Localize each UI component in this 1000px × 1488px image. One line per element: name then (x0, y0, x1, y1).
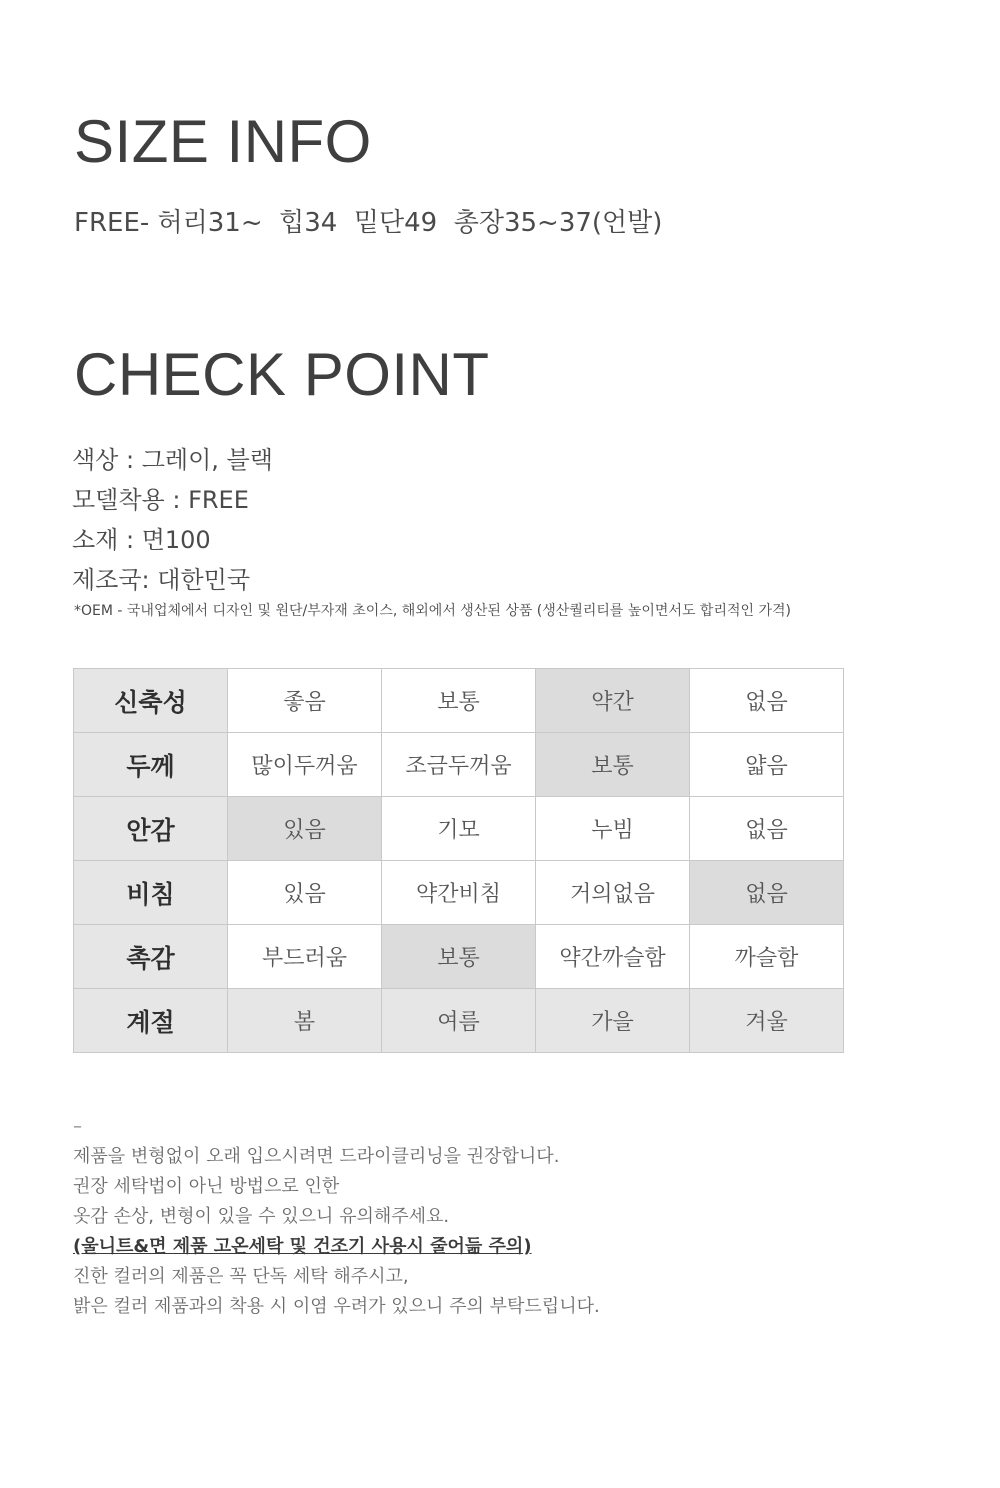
row-texture (74, 925, 844, 989)
row-season (74, 989, 844, 1053)
option-cell: 없음 (690, 669, 844, 733)
row-label: 촉감 (74, 925, 228, 989)
option-cell: 보통 (382, 925, 536, 989)
spec-model-size: 모델착용 : FREE (72, 486, 249, 514)
spec-list (72, 440, 273, 600)
row-lining (74, 797, 844, 861)
row-sheerness (74, 861, 844, 925)
option-cell: 부드러움 (228, 925, 382, 989)
option-cell: 누빔 (536, 797, 690, 861)
row-label: 계절 (74, 989, 228, 1053)
option-cell: 가을 (536, 989, 690, 1053)
care-dash: – (73, 1116, 82, 1137)
option-cell: 얇음 (690, 733, 844, 797)
option-cell: 기모 (382, 797, 536, 861)
option-cell: 있음 (228, 861, 382, 925)
option-cell: 약간비침 (382, 861, 536, 925)
row-label: 안감 (74, 797, 228, 861)
oem-note: *OEM - 국내업체에서 디자인 및 원단/부자재 초이스, 해외에서 생산된 상품 (생산퀄리티를 높이면서도 합리적인 가격) (74, 603, 791, 619)
option-cell: 봄 (228, 989, 382, 1053)
care-line: 제품을 변형없이 오래 입으시려면 드라이클리닝을 권장합니다. (73, 1146, 560, 1167)
check-point-heading: CHECK POINT (74, 341, 490, 408)
row-thickness (74, 733, 844, 797)
option-cell: 약간까슬함 (536, 925, 690, 989)
spec-origin: 제조국: 대한민국 (72, 566, 251, 594)
option-cell: 없음 (690, 861, 844, 925)
row-label: 비침 (74, 861, 228, 925)
option-cell: 보통 (382, 669, 536, 733)
care-warning: (울니트&면 제품 고온세탁 및 건조기 사용시 줄어듦 주의) (73, 1236, 532, 1257)
option-cell: 많이두꺼움 (228, 733, 382, 797)
option-cell: 있음 (228, 797, 382, 861)
row-label: 두께 (74, 733, 228, 797)
row-label: 신축성 (74, 669, 228, 733)
option-cell: 좋음 (228, 669, 382, 733)
option-cell: 없음 (690, 797, 844, 861)
care-line: 진한 컬러의 제품은 꼭 단독 세탁 해주시고, (73, 1266, 409, 1287)
size-measurements: FREE- 허리31~ 힙34 밑단49 총장35~37(언발) (74, 208, 663, 238)
care-instructions (73, 1112, 600, 1322)
check-point-table (73, 668, 844, 1053)
option-cell: 보통 (536, 733, 690, 797)
size-info-heading: SIZE INFO (74, 108, 372, 175)
spec-material: 소재 : 면100 (72, 526, 211, 554)
option-cell: 여름 (382, 989, 536, 1053)
row-stretch (74, 669, 844, 733)
option-cell: 조금두꺼움 (382, 733, 536, 797)
spec-color: 색상 : 그레이, 블랙 (72, 446, 273, 474)
option-cell: 약간 (536, 669, 690, 733)
care-line: 옷감 손상, 변형이 있을 수 있으니 유의해주세요. (73, 1206, 450, 1227)
care-line: 권장 세탁법이 아닌 방법으로 인한 (73, 1176, 340, 1197)
option-cell: 겨울 (690, 989, 844, 1053)
option-cell: 거의없음 (536, 861, 690, 925)
care-line: 밝은 컬러 제품과의 착용 시 이염 우려가 있으니 주의 부탁드립니다. (73, 1296, 600, 1317)
option-cell: 까슬함 (690, 925, 844, 989)
